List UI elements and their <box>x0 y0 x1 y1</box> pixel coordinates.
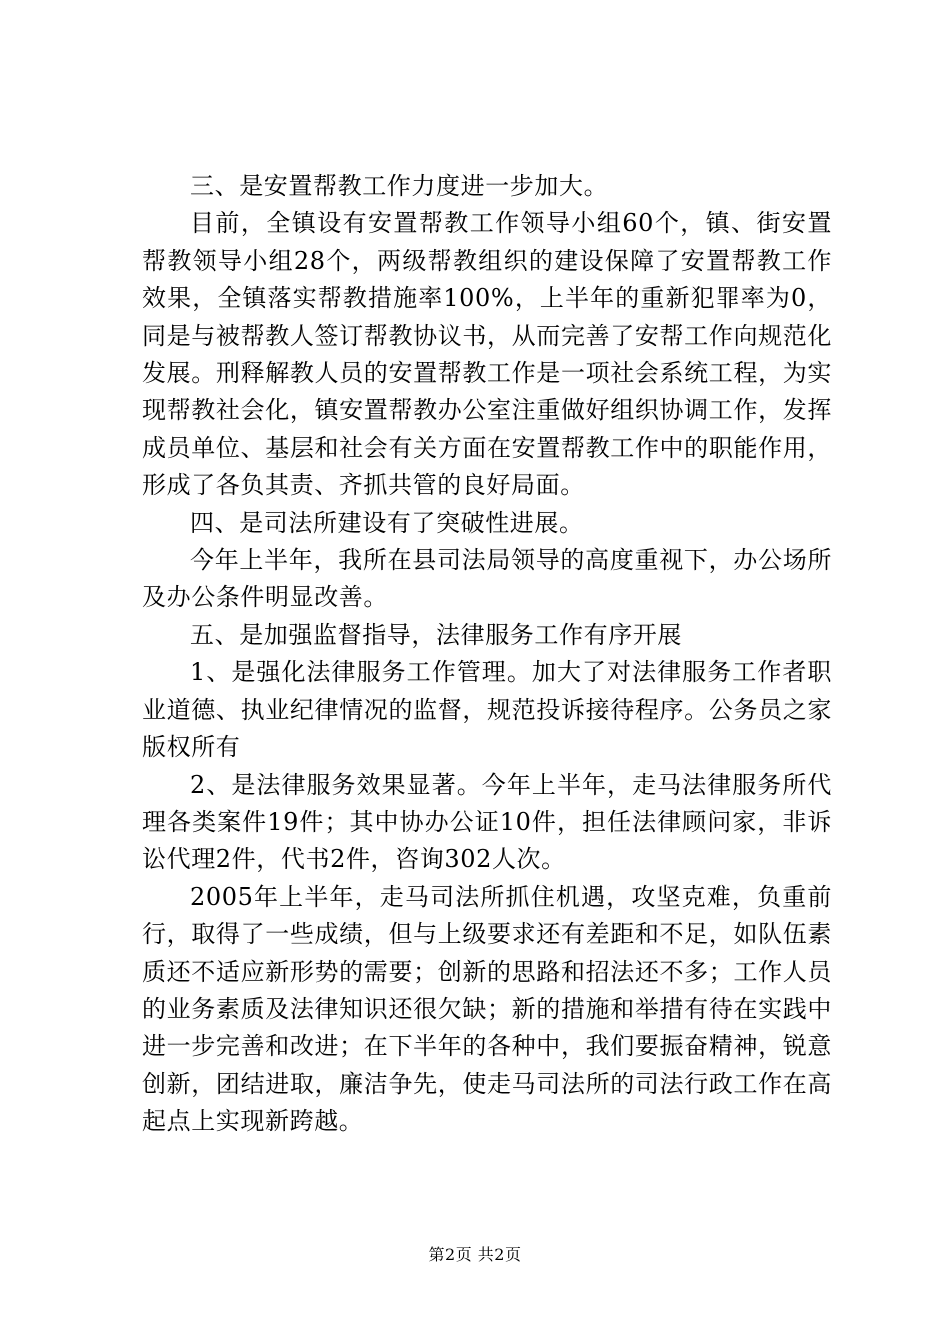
document-body <box>142 168 832 1141</box>
section-heading-5: 五、是加强监督指导，法律服务工作有序开展 <box>190 620 682 649</box>
paragraph-legal-service-results: 2、是法律服务效果显著。今年上半年，走马法律服务所代理各类案件19件；其中协办公证10件，担任法律顾问家，非诉讼代理2件，代书2件，咨询302人次。 <box>142 770 832 874</box>
paragraph-office-improvement: 今年上半年，我所在县司法局领导的高度重视下，办公场所及办公条件明显改善。 <box>142 546 832 612</box>
paragraph-summary: 2005年上半年，走马司法所抓住机遇，攻坚克难，负重前行，取得了一些成绩，但与上级要求还有差距和不足，如队伍素质还不适应新形势的需要；创新的思路和招法还不多；工作人员的业务素质及法律知识还很欠缺；新的措施和举措有待在实践中进一步完善和改进；在下半年的各种中，我们要振奋精神，锐意创新，团结进取，廉洁争先，使走马司法所的司法行政工作在高起点上实现新跨越。 <box>142 882 832 1136</box>
page-number-footer: 第2页 共2页 <box>428 1245 522 1264</box>
section-heading-3: 三、是安置帮教工作力度进一步加大。 <box>190 172 609 200</box>
paragraph-resettlement: 目前，全镇设有安置帮教工作领导小组60个，镇、街安置帮教领导小组28个，两级帮教组织的建设保障了安置帮教工作效果，全镇落实帮教措施率100%，上半年的重新犯罪率为0，同是与被帮教人签订帮教协议书，从而完善了安帮工作向规范化发展。刑释解教人员的安置帮教工作是一项社会系统工程，为实现帮教社会化，镇安置帮教办公室注重做好组织协调工作，发挥成员单位、基层和社会有关方面在安置帮教工作中的职能作用，形成了各负其责、齐抓共管的良好局面。 <box>142 209 832 500</box>
section-heading-4: 四、是司法所建设有了突破性进展。 <box>190 508 584 537</box>
paragraph-legal-service-management: 1、是强化法律服务工作管理。加大了对法律服务工作者职业道德、执业纪律情况的监督，规范投诉接待程序。公务员之家版权所有 <box>142 658 832 762</box>
